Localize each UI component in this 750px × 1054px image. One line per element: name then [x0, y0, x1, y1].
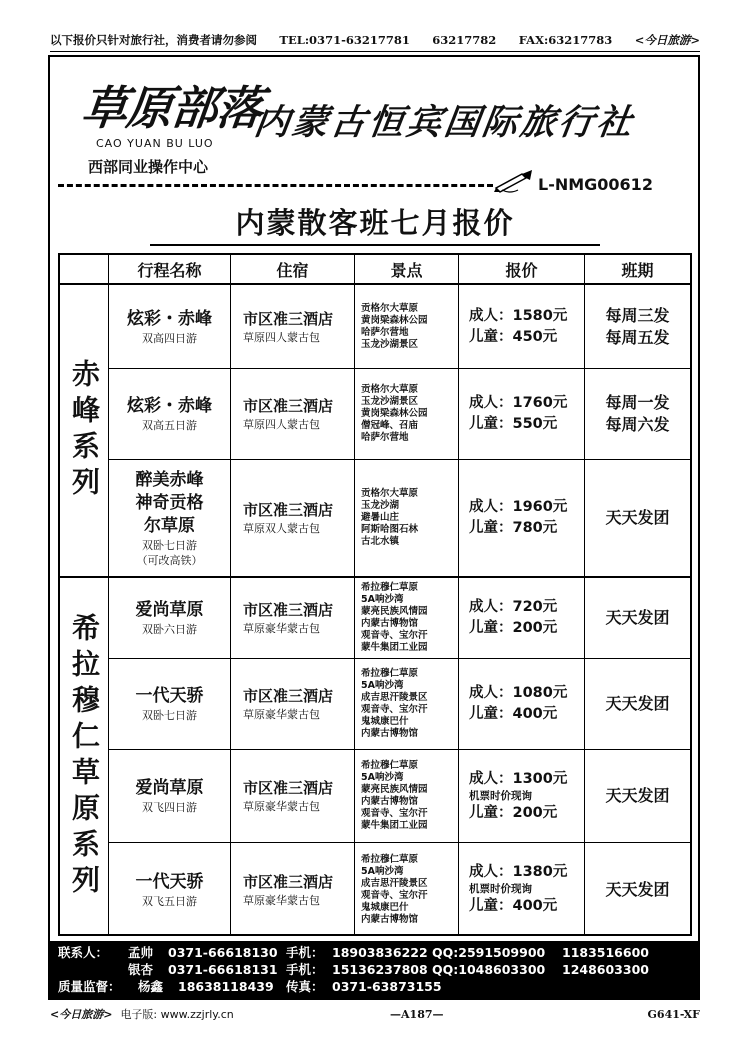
route-cell	[108, 460, 230, 576]
tel-number-2: 63217782	[432, 32, 497, 47]
adult-price: 成人：1760元	[469, 395, 568, 411]
price-cell	[458, 659, 584, 749]
spot-item: 成吉思汗陵景区	[361, 692, 428, 703]
spot-item: 5A响沙湾	[361, 772, 404, 783]
hotel-detail: 草原四人蒙古包	[243, 330, 320, 344]
route-duration: 双卧六日游	[142, 623, 197, 636]
header-price: 报价	[458, 255, 584, 283]
route-name: 炫彩・赤峰	[127, 396, 212, 416]
spots-cell	[354, 843, 458, 936]
series-group	[60, 578, 108, 936]
qq-number-2: 1248603300	[562, 962, 649, 977]
series-group	[60, 285, 108, 578]
schedule-cell	[584, 578, 690, 658]
schedule-text: 每周三发	[605, 305, 670, 325]
route-name: 醉美赤峰	[135, 469, 204, 490]
spot-item: 成吉思汗陵景区	[361, 877, 428, 889]
spot-item: 黄岗梁森林公园	[361, 314, 428, 326]
page-code: G641-XF	[647, 1007, 700, 1021]
route-duration: 双高五日游	[142, 419, 197, 432]
route-cell	[108, 285, 230, 368]
qq-number-2: 1183516600	[562, 945, 649, 960]
contact-label: 联系人：	[58, 945, 109, 960]
header-spots: 景点	[354, 255, 458, 283]
spot-item: 内蒙古博物馆	[361, 728, 419, 739]
schedule-text: 天天发团	[605, 508, 670, 527]
hotel-detail: 草原四人蒙古包	[243, 418, 320, 431]
table-row	[108, 460, 690, 578]
child-price: 儿童：400元	[469, 898, 558, 914]
spot-item: 阿斯哈图石林	[361, 524, 419, 535]
hotel-detail: 草原豪华蒙古包	[243, 893, 320, 907]
series-label: 赤峰系列	[68, 358, 101, 503]
spot-item: 内蒙古博物馆	[361, 796, 419, 807]
route-cell	[108, 369, 230, 459]
hotel-name: 市区准三酒店	[243, 687, 334, 705]
page-number: —A187—	[390, 1007, 444, 1021]
spot-item: 观音寺、宝尔汗	[361, 889, 428, 901]
schedule-cell	[584, 369, 690, 459]
contact-bar	[50, 941, 698, 998]
route-name: 一代天骄	[135, 686, 204, 706]
table-row	[108, 843, 690, 936]
fax-number: FAX:63217783	[518, 32, 613, 47]
spot-item: 内蒙古博物馆	[361, 913, 419, 925]
supervisor-phone: 18638118439	[178, 979, 274, 994]
footer-tag: <今日旅游>	[50, 1008, 113, 1021]
schedule-cell	[584, 460, 690, 576]
price-cell	[458, 843, 584, 936]
header-schedule: 班期	[584, 255, 690, 283]
hotel-name: 市区准三酒店	[243, 309, 334, 328]
brand-logo: 草原部落	[78, 81, 265, 135]
child-price: 儿童：200元	[469, 804, 558, 821]
schedule-text: 每周五发	[605, 327, 670, 347]
table-row	[108, 750, 690, 843]
qq-number: QQ:1048603300	[432, 962, 546, 977]
spot-item: 蒙牛集团工业园	[361, 820, 428, 831]
mobile-number: 18903836222	[332, 945, 428, 960]
spot-item: 蒙亮民族风情园	[361, 606, 428, 617]
contact-label	[58, 961, 128, 978]
route-duration: 双高四日游	[142, 331, 197, 345]
table-row	[108, 285, 690, 369]
brand-subtitle: 西部同业操作中心	[88, 158, 209, 176]
mobile-number: 15136237808	[332, 962, 428, 977]
route-cell	[108, 659, 230, 749]
schedule-text: 每周六发	[605, 415, 670, 434]
price-note: 机票时价现询	[469, 789, 532, 802]
schedule-text: 每周一发	[605, 393, 670, 412]
adult-price: 成人：1080元	[469, 685, 568, 701]
contact-name: 孟帅	[128, 945, 154, 960]
contact-phone: 0371-66618130	[168, 945, 278, 960]
spot-item: 玉龙沙湖景区	[361, 338, 419, 350]
table-row	[108, 369, 690, 460]
spot-item: 蒙牛集团工业园	[361, 642, 428, 653]
price-note: 机票时价现询	[469, 883, 532, 895]
schedule-cell	[584, 285, 690, 368]
table-row	[108, 659, 690, 750]
table-header	[60, 255, 690, 285]
adult-price: 成人：1380元	[469, 864, 568, 880]
spot-item: 贡格尔大草原	[361, 302, 419, 314]
route-name: 爱尚草原	[135, 778, 204, 798]
spot-item: 观音寺、宝尔汗	[361, 704, 428, 715]
page-title: 内蒙散客班七月报价	[235, 206, 515, 240]
top-notice-bar	[50, 28, 700, 52]
table-row	[108, 578, 690, 659]
license-number: L-NMG00612	[538, 175, 653, 194]
hotel-cell	[230, 843, 354, 936]
spot-item: 鬼城康巴什	[361, 901, 409, 913]
hotel-detail: 草原豪华蒙古包	[243, 708, 320, 721]
mobile-label: 手机：	[286, 962, 324, 977]
contact-phone: 0371-66618131	[168, 962, 278, 977]
agency-name: 内蒙古恒宾国际旅行社	[251, 102, 638, 143]
route-cell	[108, 578, 230, 658]
spot-item: 希拉穆仁草原	[361, 582, 419, 593]
footer-bar	[50, 1004, 700, 1024]
brand-pinyin: CAO YUAN BU LUO	[96, 137, 214, 150]
spots-cell	[354, 369, 458, 459]
hotel-cell	[230, 750, 354, 842]
schedule-cell	[584, 843, 690, 936]
spot-item: 希拉穆仁草原	[361, 668, 419, 679]
notice-text: 以下报价只针对旅行社，消费者请勿参阅	[50, 32, 257, 47]
adult-price: 成人：1300元	[469, 770, 568, 787]
spot-item: 观音寺、宝尔汗	[361, 630, 428, 641]
price-cell	[458, 369, 584, 459]
hotel-cell	[230, 578, 354, 658]
price-cell	[458, 460, 584, 576]
header-route: 行程名称	[108, 255, 230, 283]
contact-row	[58, 961, 690, 978]
title-underline	[150, 244, 600, 246]
hotel-detail: 草原豪华蒙古包	[243, 622, 320, 635]
contact-row	[58, 978, 690, 995]
contact-row	[58, 944, 690, 961]
fax-label: 传真：	[286, 979, 324, 994]
child-price: 儿童：550元	[469, 416, 558, 432]
spots-cell	[354, 460, 458, 576]
schedule-text: 天天发团	[605, 694, 670, 713]
spots-cell	[354, 659, 458, 749]
route-duration: 双飞四日游	[142, 801, 197, 814]
spot-item: 希拉穆仁草原	[361, 760, 419, 771]
route-duration: （可改高铁）	[136, 553, 203, 567]
schedule-text: 天天发团	[605, 608, 670, 627]
route-name: 爱尚草原	[135, 600, 204, 620]
price-cell	[458, 578, 584, 658]
hotel-name: 市区准三酒店	[243, 501, 334, 519]
contact-name: 银杏	[128, 962, 154, 977]
spot-item: 贡格尔大草原	[361, 384, 419, 395]
child-price: 儿童：400元	[469, 706, 558, 722]
schedule-text: 天天发团	[605, 786, 670, 805]
mobile-label: 手机：	[286, 945, 324, 960]
price-cell	[458, 285, 584, 368]
child-price: 儿童：780元	[469, 520, 558, 536]
hotel-name: 市区准三酒店	[243, 397, 334, 415]
route-cell	[108, 843, 230, 936]
route-cell	[108, 750, 230, 842]
schedule-text: 天天发团	[605, 879, 670, 899]
route-name: 神奇贡格	[135, 492, 204, 513]
adult-price: 成人：1580元	[469, 307, 568, 324]
spot-item: 避暑山庄	[361, 512, 400, 523]
hotel-cell	[230, 460, 354, 576]
pen-hand-icon	[492, 168, 538, 196]
footer-website[interactable]: 电子版: www.zzjrly.cn	[120, 1008, 234, 1021]
hotel-cell	[230, 285, 354, 368]
route-duration: 双飞五日游	[142, 894, 197, 908]
route-name: 尔草原	[144, 515, 195, 536]
child-price: 儿童：450元	[469, 328, 558, 345]
spot-item: 黄岗梁森林公园	[361, 408, 428, 419]
series-label: 希拉穆仁草原系列	[68, 613, 101, 901]
hotel-detail: 草原双人蒙古包	[243, 522, 320, 535]
hotel-detail: 草原豪华蒙古包	[243, 800, 320, 813]
spot-item: 古北水镇	[361, 536, 400, 547]
spot-item: 玉龙沙湖	[361, 500, 400, 511]
price-table	[58, 253, 692, 936]
hotel-cell	[230, 659, 354, 749]
spot-item: 僧冠峰、召庙	[361, 420, 419, 431]
hotel-name: 市区准三酒店	[243, 601, 334, 619]
spot-item: 贡格尔大草原	[361, 488, 419, 499]
adult-price: 成人：1960元	[469, 499, 568, 515]
spot-item: 观音寺、宝尔汗	[361, 808, 428, 819]
hotel-name: 市区准三酒店	[243, 779, 334, 797]
spots-cell	[354, 285, 458, 368]
qq-number: QQ:2591509900	[432, 945, 546, 960]
schedule-cell	[584, 750, 690, 842]
spot-item: 玉龙沙湖景区	[361, 396, 419, 407]
spot-item: 哈萨尔营地	[361, 432, 409, 443]
spot-item: 希拉穆仁草原	[361, 853, 419, 865]
route-duration: 双卧七日游	[142, 538, 197, 552]
hotel-cell	[230, 369, 354, 459]
spot-item: 哈萨尔营地	[361, 326, 409, 338]
adult-price: 成人：720元	[469, 599, 558, 615]
spot-item: 内蒙古博物馆	[361, 618, 419, 629]
fax-number: 0371-63873155	[332, 979, 442, 994]
hotel-name: 市区准三酒店	[243, 872, 334, 891]
route-duration: 双卧七日游	[142, 709, 197, 722]
price-cell	[458, 750, 584, 842]
tel-number: TEL:0371-63217781	[279, 32, 410, 47]
child-price: 儿童：200元	[469, 620, 558, 636]
spot-item: 5A响沙湾	[361, 680, 404, 691]
schedule-cell	[584, 659, 690, 749]
supervisor-label: 质量监督：	[58, 979, 121, 994]
spot-item: 5A响沙湾	[361, 865, 404, 877]
spot-item: 蒙亮民族风情园	[361, 784, 428, 795]
spots-cell	[354, 750, 458, 842]
header-hotel: 住宿	[230, 255, 354, 283]
route-name: 炫彩・赤峰	[127, 308, 212, 329]
dashed-divider	[58, 184, 493, 187]
route-name: 一代天骄	[135, 871, 204, 892]
spot-item: 鬼城康巴什	[361, 716, 409, 727]
supervisor-name: 杨鑫	[138, 979, 164, 994]
publication-tag: <今日旅游>	[634, 32, 700, 47]
spots-cell	[354, 578, 458, 658]
spot-item: 5A响沙湾	[361, 594, 404, 605]
